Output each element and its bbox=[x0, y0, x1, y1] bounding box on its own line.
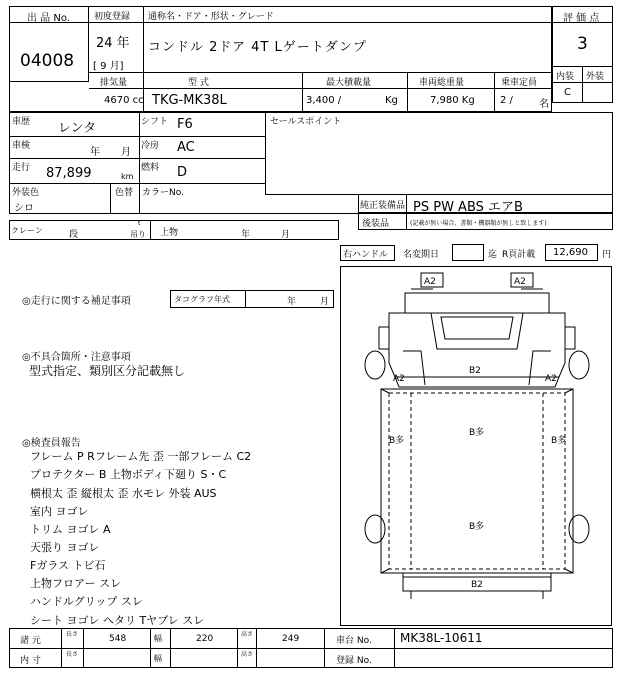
dims-label: 諸 元 bbox=[20, 636, 41, 646]
chassis-label: 車台 No. bbox=[336, 636, 372, 646]
model-desc-label: 通称名・ドア・形状・グレード bbox=[148, 12, 274, 22]
driving-notes-title: ◎走行に関する補足事項 bbox=[22, 296, 131, 307]
width-label: 幅 bbox=[154, 654, 162, 663]
inspector-title: ◎検査員報告 bbox=[22, 438, 81, 449]
truck-outline bbox=[341, 267, 613, 627]
tachograph-month: 月 bbox=[320, 297, 330, 307]
inspector-line: Fガラス トビ石 bbox=[30, 559, 106, 572]
aftermarket-label: 後装品 bbox=[362, 219, 390, 229]
name-change-box bbox=[452, 244, 484, 261]
r-meter-unit: 円 bbox=[602, 250, 612, 260]
model-code: TKG-MK38L bbox=[152, 93, 227, 108]
damage-label: A2 bbox=[514, 277, 526, 287]
model-label: 型 式 bbox=[188, 78, 209, 88]
load-label: 最大積載量 bbox=[326, 78, 372, 88]
damage-label: B多 bbox=[551, 436, 567, 446]
gvw-label: 車両総重量 bbox=[419, 78, 465, 88]
tachograph-label: タコグラフ年式 bbox=[174, 295, 230, 304]
damage-label: A2 bbox=[545, 374, 557, 384]
crane-ton-unit: t bbox=[138, 220, 141, 227]
height-label: 高さ bbox=[241, 651, 254, 658]
inspection-year: 年 bbox=[90, 147, 100, 158]
first-reg-label: 初度登録 bbox=[94, 12, 131, 22]
length-label: 長さ bbox=[66, 631, 79, 638]
upper-year-unit: 年 bbox=[241, 230, 251, 240]
displacement-label: 排気量 bbox=[100, 78, 128, 88]
fuel-value: D bbox=[177, 165, 188, 180]
inspector-line: シート ヨゴレ ヘタリ Tヤブレ スレ bbox=[30, 614, 205, 627]
crane-label: クレーン bbox=[11, 226, 43, 235]
mileage-label: 走行 bbox=[12, 163, 31, 173]
ac-value: AC bbox=[177, 140, 195, 155]
std-equipment-label: 純正装備品 bbox=[360, 201, 406, 211]
inspector-line: 上物フロアー スレ bbox=[30, 577, 122, 590]
ext-color-value: シロ bbox=[14, 203, 34, 214]
meter-label: 迄 bbox=[488, 250, 498, 260]
mileage-unit: km bbox=[121, 172, 134, 181]
inspector-line: 天張り ヨゴレ bbox=[30, 541, 100, 554]
fuel-label: 燃料 bbox=[141, 163, 160, 173]
shift-value: F6 bbox=[177, 117, 193, 132]
damage-label: B2 bbox=[469, 366, 481, 376]
history-label: 車歴 bbox=[12, 117, 31, 127]
inspector-line: 室内 ヨゴレ bbox=[30, 505, 89, 518]
damage-label: B多 bbox=[469, 522, 485, 532]
load-value: 3,400 / bbox=[306, 95, 342, 106]
sales-point-label: セールスポイント bbox=[270, 117, 342, 127]
r-meter-label: R頁計載 bbox=[502, 250, 536, 260]
crane-lift-unit: 吊り bbox=[130, 230, 146, 239]
interior-score-label: 内装 bbox=[556, 72, 575, 82]
inspector-line: ハンドルグリップ スレ bbox=[30, 595, 143, 608]
inspector-line: プロテクター B 上物ボディ下廻り S・C bbox=[30, 468, 227, 481]
score-value: 3 bbox=[577, 34, 588, 54]
r-meter-value: 12,690 bbox=[553, 247, 588, 258]
damage-diagram bbox=[340, 266, 612, 626]
steering-value: 右ハンドル bbox=[343, 250, 389, 260]
upper-body-label: 上物 bbox=[160, 228, 179, 238]
defect-text: 型式指定、類別区分記載無し bbox=[29, 364, 186, 378]
interior-dims-label: 内 寸 bbox=[20, 656, 41, 666]
damage-label: A2 bbox=[393, 374, 405, 384]
inspector-line: フレーム P Rフレーム先 歪 一部フレーム C2 bbox=[30, 450, 252, 463]
capacity-unit: 名 bbox=[539, 99, 549, 110]
load-unit: Kg bbox=[385, 95, 398, 106]
capacity-label: 乗車定員 bbox=[501, 78, 538, 88]
mileage-value: 87,899 bbox=[46, 166, 92, 181]
damage-label: B2 bbox=[471, 580, 483, 590]
score-label: 評 価 点 bbox=[563, 13, 600, 24]
inspection-month: 月 bbox=[121, 147, 131, 158]
ac-label: 冷房 bbox=[141, 141, 160, 151]
color-code-label: カラーNo. bbox=[142, 188, 184, 198]
lot-number: 04008 bbox=[20, 51, 75, 71]
chassis-value: MK38L-10611 bbox=[400, 631, 483, 645]
gvw-value: 7,980 Kg bbox=[430, 95, 475, 106]
length-label: 長さ bbox=[66, 651, 79, 658]
width-value: 220 bbox=[196, 634, 214, 644]
capacity-value: 2 / bbox=[500, 95, 513, 106]
inspector-line: トリム ヨゴレ A bbox=[30, 523, 111, 536]
inspection-label: 車検 bbox=[12, 141, 31, 151]
damage-label: A2 bbox=[424, 277, 436, 287]
reg-month: [ 9 月] bbox=[93, 61, 124, 72]
exterior-score-label: 外装 bbox=[586, 72, 605, 82]
history-value: レンタ bbox=[58, 121, 97, 136]
color-change-label: 色替 bbox=[115, 188, 134, 198]
shift-label: シフト bbox=[141, 117, 169, 127]
displacement-value: 4670 cc bbox=[104, 95, 144, 106]
defect-title: ◎不具合箇所・注意事項 bbox=[22, 352, 131, 363]
ext-color-label: 外装色 bbox=[12, 188, 40, 198]
reg-no-label: 登録 No. bbox=[336, 656, 372, 666]
length-value: 548 bbox=[109, 634, 127, 644]
damage-label: B多 bbox=[389, 436, 405, 446]
width-label: 幅 bbox=[154, 634, 162, 643]
upper-month-unit: 月 bbox=[281, 230, 291, 240]
inspector-line: 横根太 歪 縦根太 歪 水モレ 外装 AUS bbox=[30, 487, 217, 500]
std-equipment-items: PS PW ABS エアB bbox=[413, 200, 523, 215]
name-change-label: 名変期日 bbox=[403, 250, 440, 260]
lot-label: 出 品 No. bbox=[27, 13, 70, 24]
damage-label: B多 bbox=[469, 428, 485, 438]
tachograph-year: 年 bbox=[287, 297, 297, 307]
crane-stage-unit: 段 bbox=[69, 230, 79, 240]
car-name: コンドル 2ドア 4T Lゲートダンプ bbox=[148, 40, 367, 55]
reg-year: 24 年 bbox=[96, 36, 130, 51]
height-value: 249 bbox=[282, 634, 300, 644]
interior-score: C bbox=[564, 87, 571, 98]
aftermarket-note: (記載が無い場合、書類・機器類が無しと致します) bbox=[410, 220, 547, 227]
height-label: 高さ bbox=[241, 631, 254, 638]
